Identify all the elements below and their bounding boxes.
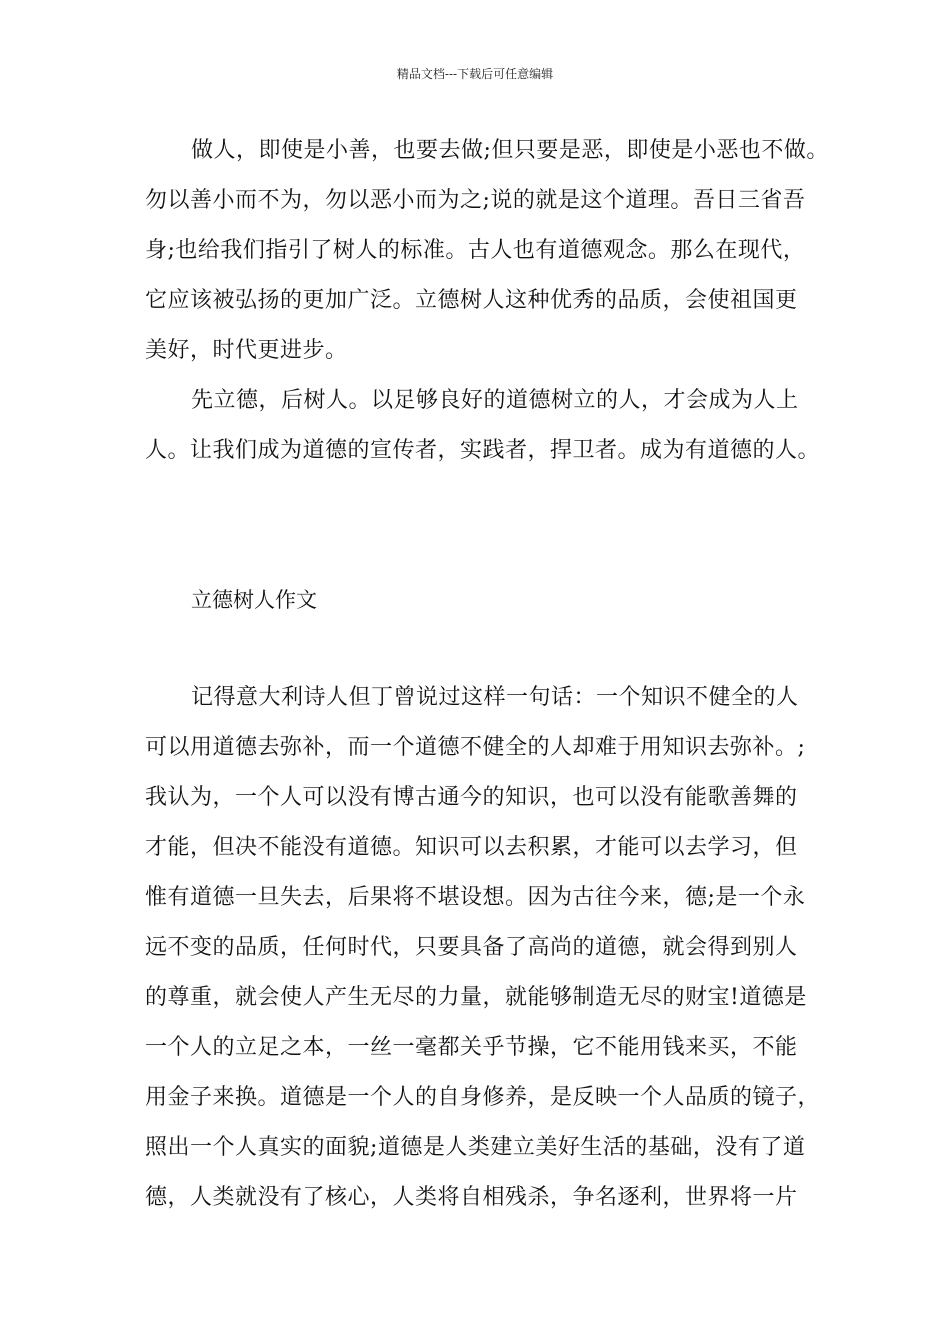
text-line: 美好，时代更进步。 bbox=[145, 338, 348, 363]
text-line: 德，人类就没有了核心，人类将自相残杀，争名逐利，世界将一片 bbox=[145, 1185, 798, 1210]
text-line: 照出一个人真实的面貌;道德是人类建立美好生活的基础，没有了道 bbox=[145, 1135, 806, 1160]
text-line: 先立德，后树人。以足够良好的道德树立的人，才会成为人上 bbox=[191, 388, 799, 413]
text-line: 我认为，一个人可以没有博古通今的知识，也可以没有能歌善舞的 bbox=[145, 785, 798, 810]
text-line: 记得意大利诗人但丁曾说过这样一句话：一个知识不健全的人 bbox=[191, 685, 799, 710]
text-line: 勿以善小而不为，勿以恶小而为之;说的就是这个道理。吾日三省吾 bbox=[145, 188, 806, 213]
paragraph-1 bbox=[145, 126, 835, 376]
text-line: 远不变的品质，任何时代，只要具备了高尚的道德，就会得到别人 bbox=[145, 935, 798, 960]
text-line: 才能，但决不能没有道德。知识可以去积累，才能可以去学习，但 bbox=[145, 835, 798, 860]
essay-paragraph bbox=[145, 673, 835, 1223]
text-line: 惟有道德一旦失去，后果将不堪设想。因为古往今来，德;是一个永 bbox=[145, 885, 806, 910]
text-line: 它应该被弘扬的更加广泛。立德树人这种优秀的品质，会使祖国更 bbox=[145, 288, 798, 313]
page-header: 精品文档---下载后可任意编辑 bbox=[396, 67, 554, 81]
text-line: 做人，即使是小善，也要去做;但只要是恶，即使是小恶也不做。 bbox=[191, 138, 829, 163]
text-line: 一个人的立足之本，一丝一毫都关乎节操，它不能用钱来买，不能 bbox=[145, 1035, 798, 1060]
paragraph-2 bbox=[145, 376, 835, 476]
text-line: 用金子来换。道德是一个人的自身修养，是反映一个人品质的镜子， bbox=[145, 1085, 821, 1110]
text-line: 的尊重，就会使人产生无尽的力量，就能够制造无尽的财宝!道德是 bbox=[145, 985, 807, 1010]
text-line: 人。让我们成为道德的宣传者，实践者，捍卫者。成为有道德的人。 bbox=[145, 438, 821, 463]
text-line: 身;也给我们指引了树人的标准。古人也有道德观念。那么在现代， bbox=[145, 238, 806, 263]
essay-title: 立德树人作文 bbox=[191, 588, 317, 612]
text-line: 可以用道德去弥补，而一个道德不健全的人却难于用知识去弥补。; bbox=[145, 735, 806, 760]
